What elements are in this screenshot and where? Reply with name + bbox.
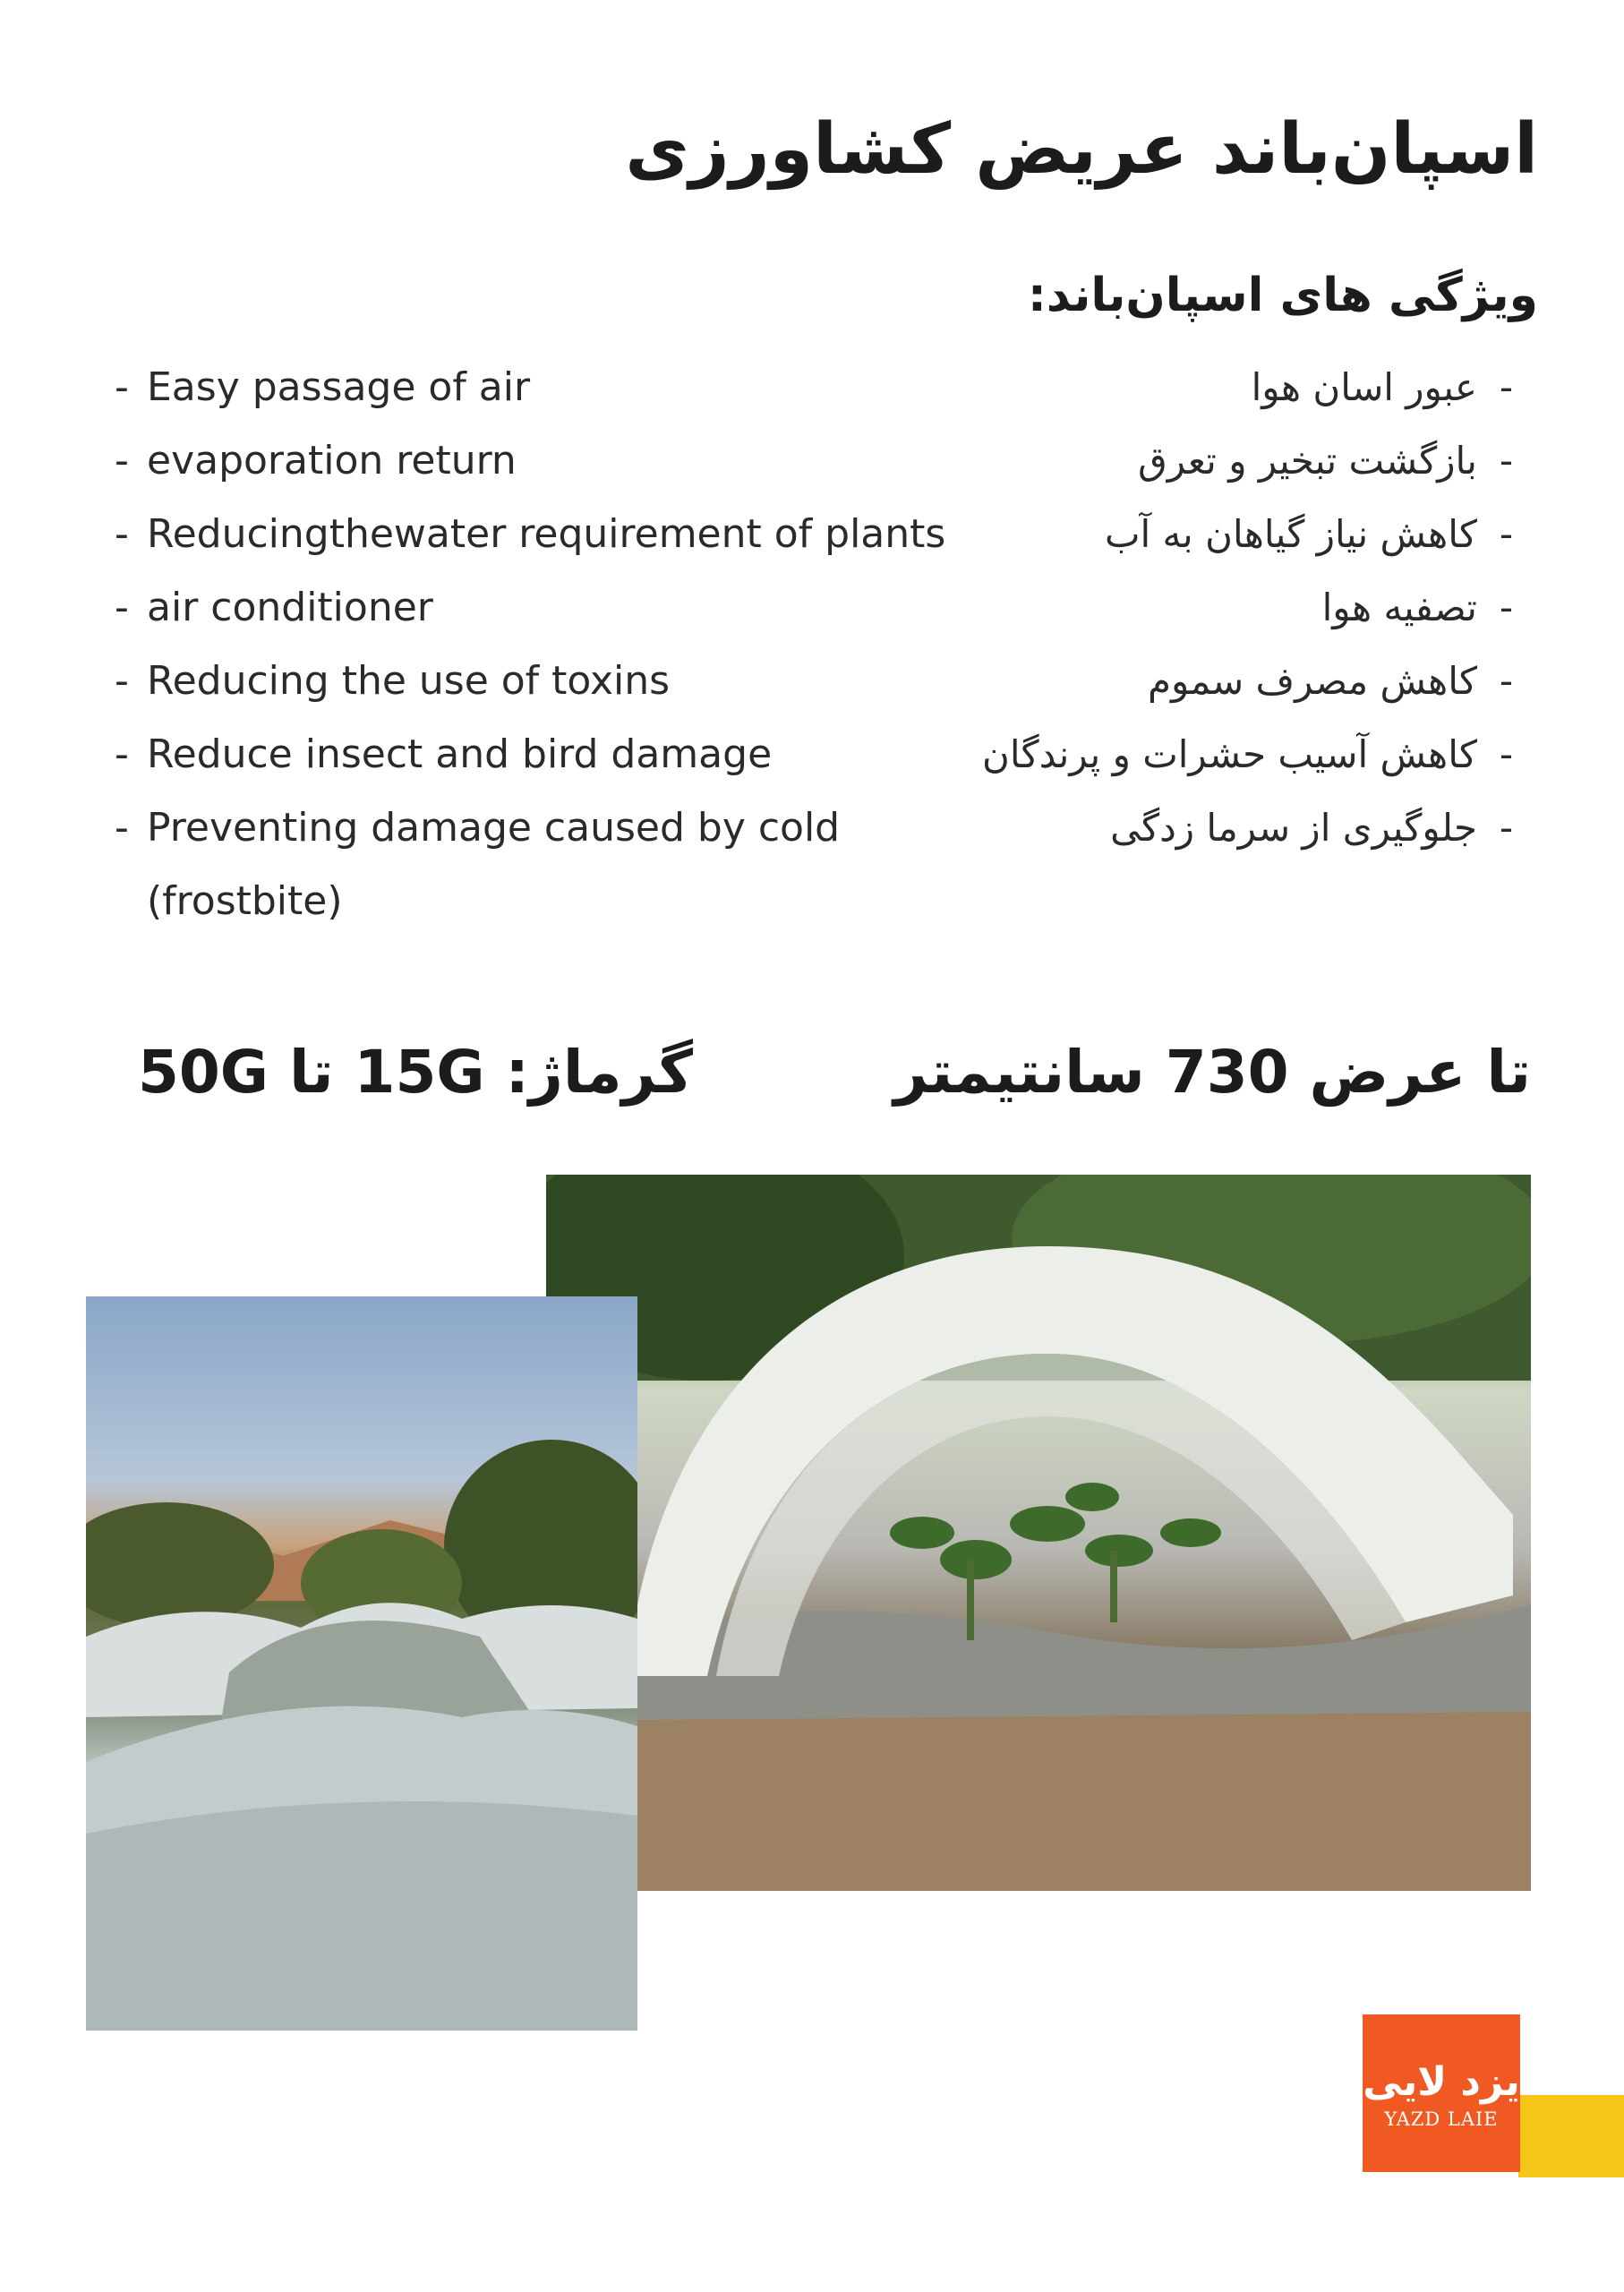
feature-en-item: - Reduce insect and bird damage bbox=[115, 718, 1010, 791]
feature-en-item: - air conditioner bbox=[115, 571, 1010, 645]
width-spec: تا عرض 730 سانتیمتر bbox=[893, 1038, 1531, 1107]
photo-crop-tunnel bbox=[546, 1175, 1531, 1891]
features-heading: ویژگی های اسپان‌باند: bbox=[1028, 269, 1538, 322]
feature-en-item: - evaporation return bbox=[115, 424, 1010, 498]
feature-fa-item: - عبور اسان هوا bbox=[797, 351, 1513, 424]
feature-fa-item: - بازگشت تبخیر و تعرق bbox=[797, 424, 1513, 498]
feature-en-item: - Reducing the use of toxins bbox=[115, 645, 1010, 718]
weight-spec: گرماژ: 15G تا 50G bbox=[137, 1038, 693, 1107]
photo-covered-field bbox=[86, 1296, 637, 2031]
feature-fa-item: - کاهش آسیب حشرات و پرندگان bbox=[797, 718, 1513, 791]
logo-wordmark: YAZD LAIE bbox=[1384, 2108, 1499, 2130]
feature-fa-item: - تصفیه هوا bbox=[797, 571, 1513, 645]
feature-fa-item: - کاهش نیاز گیاهان به آب bbox=[797, 498, 1513, 571]
feature-fa-item: - کاهش مصرف سموم bbox=[797, 645, 1513, 718]
crop-tunnel-image bbox=[546, 1175, 1531, 1891]
page-title: اسپان‌باند عریض کشاورزی bbox=[625, 109, 1538, 190]
covered-field-image bbox=[86, 1296, 637, 2031]
feature-fa-item: - جلوگیری از سرما زدگی bbox=[797, 791, 1513, 865]
feature-en-item: - Reducingthewater requirement of plants bbox=[115, 498, 1010, 571]
features-list-persian bbox=[797, 351, 1513, 865]
logo-accent-strip bbox=[1518, 2095, 1624, 2177]
company-logo bbox=[1363, 2014, 1520, 2172]
feature-en-item: - Easy passage of air bbox=[115, 351, 1010, 424]
logo-mark: یزد لایی bbox=[1363, 2059, 1520, 2105]
feature-en-item: - Preventing damage caused by cold (frostbite) bbox=[115, 791, 881, 938]
